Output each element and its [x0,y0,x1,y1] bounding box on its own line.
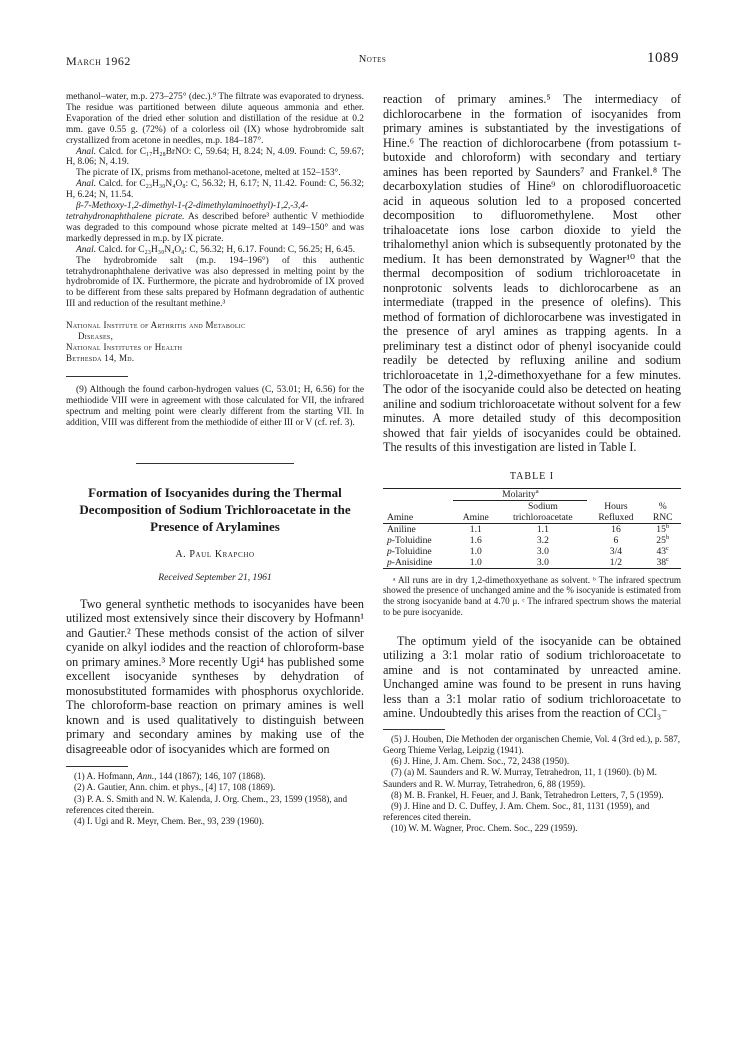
footnote-mark: b [665,522,670,530]
hydrobromide-paragraph: The hydrobromide salt (m.p. 194–196°) of this authentic tetrahydronaphthalene derivative was also depressed in melting point by the hydrobromide of IX. Furthermore, the picrate and hydrobromide of IX proved to be different from these salts prepared by Hofmann degradation of authentic III and reduction of the resultant methine.³ [66,255,364,310]
footnote-7: (7) (a) M. Saunders and R. W. Murray, Tetrahedron, 11, 1 (1960). (b) M. Saunders and R. W. Murray, Tetrahedron, 6, 88 (1959). [383,767,657,789]
para-prefix: p [387,534,392,546]
compound-paragraph [66,201,364,245]
affiliation-line: National Institutes of Health [66,342,183,353]
footnote-divider [66,376,128,377]
affiliation-line: National Institute of Arthritis and Metabolic [66,320,246,331]
anal-label: Anal. [76,179,97,190]
molarity-label: Molarity [502,488,536,500]
footnote-mark: c [666,555,669,563]
column-header-amine-molarity: Amine [453,500,498,523]
right-column [383,92,681,835]
author-name: A. Paul Krapcho [175,548,255,560]
cell-amine: p-Toluidine [387,534,432,546]
body-paragraph: Two general synthetic methods to isocyanides have been utilized most extensively since their discovery by Hofmann¹ and Gautier.² These methods consist of the action of silver cyanide on alkyl iodides and the reaction of chloroform-base on primary amines.³ More recently Ugi⁴ has published some excellent isocyanide syntheses by dehydration of monosubstituted formamides with phosphorus oxychloride. The chloroform-base reaction on primary amines is well known and is used qualitatively to distinguish between primary and secondary amines by making use of the disagreeable odor of isocyanides which are formed on [66,596,364,756]
cell-amine: p-Toluidine [387,545,432,557]
analysis-paragraph [66,179,364,201]
header-line: Refluxed [598,511,634,523]
cell-amine: Aniline [387,523,416,535]
cell-amine-molarity: 1.1 [469,523,482,535]
affiliation-line: Diseases, [78,331,114,342]
anal-label: Anal. [76,146,97,157]
column-header-amine: Amine [383,500,453,523]
column-header-hours [587,500,644,523]
article-title: Formation of Isocyanides during the Thermal Decomposition of Sodium Trichloroacetate in the Presence of Arylamines [79,484,351,534]
cell-hours: 1/2 [587,557,644,569]
header-line: Sodium [527,500,558,512]
cell-amine: p-Anisidine [383,557,453,569]
affiliation-block [66,320,364,364]
cell-amine-molarity: 1.0 [469,545,482,557]
header-section: Notes [358,54,387,65]
table-row [383,557,681,569]
anal-text: Calcd. for C₁₇H₂₈BrNO: C, 59.64; H, 8.24; N, 4.09. Found: C, 59.67; H, 8.06; N, 4.19. [66,146,364,168]
cell-salt-molarity: 3.0 [536,545,549,557]
footnote-divider [66,766,128,767]
cell-yield [644,535,681,546]
analysis-paragraph [66,147,364,169]
body-paragraph: The optimum yield of the isocyanide can be obtained utilizing a 3:1 molar ratio of sodium trichloroacetate to amine and is not contaminated by unreacted amine. Unchanged amine was found to be present in runs having less than a 3:1 molar ratio of sodium trichloroacetate to amine. Undoubtedly this arises from the reaction of CCl₃⁻ [383,633,681,721]
anal-text: Calcd. for C₂₃H₃₀N₄O₈: C, 56.32; H, 6.17; N, 11.42. Found: C, 56.32; H, 6.24; N, 11.54. [66,179,364,201]
compound-text: As described before³ authentic V methiodide was degraded to this compound whose picrate melted at 149–150° and was markedly depressed in m.p. by IX picrate. [66,211,364,244]
page-number: 1089 [647,50,679,66]
anal-text: Calcd. for C₂₃H₃₀N₄O₈: C, 56.32; H, 6.17. Found: C, 56.25; H, 6.45. [96,244,355,255]
header-line: % [658,500,667,512]
footnote-3: (3) P. A. S. Smith and N. W. Kalenda, J. Org. Chem., 23, 1599 (1958), and references cited therein. [66,793,348,815]
para-prefix: p [387,545,392,557]
molarity-group-header [453,488,587,500]
affiliation-line: Bethesda 14, Md. [66,353,135,364]
article-divider [136,463,294,464]
table-footnote: ᵃ All runs are in dry 1,2-dimethoxyethane as solvent. ᵇ The infrared spectrum showed the presence of unchanged amine and the % isocyanide is estimated from the strong isocyanide band at 4.70 μ. ᶜ The infrared spectrum shows the material to be pure isocyanide. [383,574,681,617]
cell-amine-molarity: 1.6 [469,534,482,546]
footnote-10: (10) W. M. Wagner, Proc. Chem. Soc., 229 (1959). [391,823,578,834]
table-row [383,546,681,557]
header-line: RNC [652,511,673,523]
cell-yield [644,546,681,557]
experimental-paragraph: methanol–water, m.p. 273–275° (dec.).⁹ The filtrate was evaporated to dryness. The residue was partitioned between dilute aqueous ammonia and ether. Evaporation of the dried ether solution and distillation of the residue at 0.2 mm. gave 0.55 g. (72%) of a colorless oil (IX) whose hydrobromide salt crystallized from acetone in needles, m.p. 184–187°. [66,92,364,146]
footnote-mark: c [666,544,669,552]
footnote-8: (8) M. B. Frankel, H. Feuer, and J. Bank, Tetrahedron Letters, 7, 5 (1959). [391,789,664,800]
column-header-salt-molarity [498,500,587,523]
footnote-6: (6) J. Hine, J. Am. Chem. Soc., 72, 2438 (1950). [391,756,570,767]
yield-value: 38 [656,556,667,568]
cell-amine-molarity: 1.0 [453,557,498,569]
table-row [383,535,681,546]
footnote-mark: b [665,533,670,541]
table-title: TABLE I [509,470,555,482]
anal-label: Anal. [76,244,97,255]
compound-name: β-7-Methoxy-1,2-dimethyl-1-(2-dimethylaminoethyl)-1,2,-3,4-tetrahydronaphthalene picrate. [66,201,309,222]
footnote-divider [383,729,445,730]
table-header-blank [383,488,453,500]
body-paragraph: reaction of primary amines.⁵ The intermediacy of dichlorocarbene in the formation of isocyanides from primary amines is substantiated by the investigations of Hine.⁶ The reaction of dichlorocarbene (from potassium t-butoxide and chloroform) with secondary and tertiary amines has been reported by Saunders⁷ and Frankel.⁸ The decarboxylation studies of Hine⁹ on chlorodifluoroacetic acid in aqueous solution led to a proposed concerted decomposition to difluoromethylene. Most other trihaloacetate ions lose carbon dioxide to yield the trihalomethyl anion which is subsequently protonated by the medium. It has been demonstrated by Wagner¹⁰ that the thermal decomposition of sodium trichloroacetate in nonprotonic solvents leads to dichlorocarbene as an intermediate (trapped in the presence of olefins). This method of formation of dichlorocarbene was investigated in the presence of aryl amines as trapping agents. In a preliminary test a distinct odor of phenyl isocyanide could readily be detected by refluxing aniline and sodium trichloroacetate in 1,2-dimethoxyethane for a few minutes. The odor of the isocyanide could also be detected on heating aniline and sodium trichloroacetate without solvent for a few minutes. A more detailed study of this decomposition showed that fair yields of isocyanides could be obtained. The results of this investigation are listed in Table I. [383,92,681,454]
header-date: March 1962 [66,54,131,68]
fn1-journal: Ann., [137,771,157,782]
analysis-paragraph [66,245,364,256]
cell-salt-molarity: 1.1 [536,523,549,535]
fn1-author: (1) A. Hofmann, [74,771,138,782]
footnote-1 [66,771,364,782]
table-header-blank [587,488,681,500]
column-header-yield [644,500,681,523]
cell-salt-molarity: 3.0 [498,557,587,569]
header-line: Hours [604,500,628,512]
running-header [66,50,679,70]
footnote-5: (5) J. Houben, Die Methoden der organischen Chemie, Vol. 4 (3rd ed.), p. 587, Georg Thieme Verlag, Leipzig (1941). [383,733,681,755]
cell-hours: 3/4 [609,545,623,557]
cell-hours: 6 [613,534,619,546]
footnote-2: (2) A. Gautier, Ann. chim. et phys., [4] 17, 108 (1869). [74,782,276,793]
left-column [66,92,364,827]
table-row [383,523,681,535]
picrate-paragraph: The picrate of IX, prisms from methanol-acetone, melted at 152–153°. [76,168,341,179]
received-date: Received September 21, 1961 [158,571,272,583]
header-line: trichloroacetate [513,511,573,523]
cell-yield [644,557,681,569]
cell-hours: 16 [611,523,621,535]
yield-value: 43 [656,545,667,557]
footnote-9: (9) Although the found carbon-hydrogen values (C, 53.01; H, 6.56) for the methiodide VIII were in agreement with those calculated for VII, the infrared spectrum and melting point were clearly different from the starting VII. In addition, VIII was different from the methiodide of either III or V (cf. ref. 3). [66,385,364,428]
cell-salt-molarity: 3.2 [536,534,549,546]
footnote-mark: a [535,487,539,495]
yield-value: 15 [656,523,666,535]
cell-yield [644,523,681,535]
yield-value: 25 [656,534,666,546]
fn1-ref: 144 (1867); 146, 107 (1868). [156,771,266,782]
footnote-9-right: (9) J. Hine and D. C. Duffey, J. Am. Chem. Soc., 81, 1131 (1959), and references cited therein. [383,800,650,823]
footnote-4: (4) I. Ugi and R. Meyr, Chem. Ber., 93, 239 (1960). [74,816,264,827]
results-table [383,488,681,569]
para-prefix: p [387,556,392,568]
